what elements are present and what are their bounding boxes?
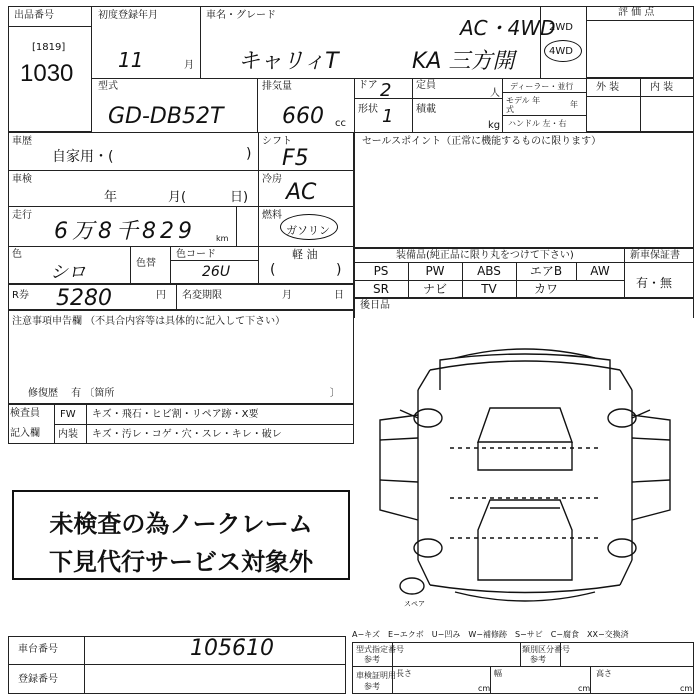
model-year-label: モデル 年式 (506, 96, 541, 114)
inspection-year: 年 (104, 190, 118, 205)
mileage-value: 6万8千829 (54, 219, 196, 244)
exterior-label: 外 装 (596, 82, 620, 93)
fuel-label: 燃料 (262, 210, 282, 221)
drive-value: AC・4WD (460, 16, 556, 40)
load-label: 積載 (416, 104, 436, 115)
model-value: GD-DB52T (108, 104, 224, 129)
color-value: シロ (50, 262, 86, 283)
category-label: 類別区分番号 (522, 645, 570, 654)
cm3: cm (680, 684, 693, 693)
usage-close: ) (246, 146, 252, 162)
rating-label: 評 価 点 (618, 7, 655, 18)
fw-items: キズ・飛石・ヒビ割・リペア跡・X要 (92, 409, 259, 420)
fuel-diesel: 軽 油 (292, 248, 318, 261)
first-reg-month: 月 (184, 60, 194, 71)
sales-point-box (354, 132, 694, 248)
inspector-label-bottom: 記入欄 (10, 428, 40, 439)
length-label: 長さ (396, 669, 412, 678)
ac-value: AC (286, 180, 317, 205)
equip-leather: カワ (533, 282, 558, 296)
repair-close: 〕 (330, 388, 340, 399)
reg-label: 登録番号 (18, 674, 58, 685)
damage-legend: A−キズ E−エクボ U−凹み W−補修跡 S−サビ C−腐食 XX−交換済 (352, 630, 629, 639)
shape-label: 形状 (358, 104, 378, 115)
color-change-label: 色替 (136, 258, 156, 269)
inspector-interior-label: 内装 (58, 429, 78, 440)
sales-point-label: セールスポイント（正常に機能するものに限ります） (362, 136, 602, 147)
equip-tv: TV (481, 282, 497, 296)
displacement-value: 660 (282, 104, 324, 129)
fuel-gas-circle (280, 214, 338, 240)
displacement-label: 排気量 (262, 81, 292, 92)
handle-label: ハンドル 左・右 (508, 119, 567, 128)
name-change-day: 日 (334, 290, 344, 301)
mileage-unit: km (216, 234, 229, 243)
color-code-label: 色コード (176, 249, 216, 260)
height-label: 高さ (596, 669, 612, 678)
cert-label: 車検証明用 (356, 671, 396, 680)
lot-number: 1030 (20, 60, 74, 87)
shift-value: F5 (282, 146, 309, 171)
capacity-label: 定員 (416, 80, 436, 91)
equip-pw: PW (425, 264, 445, 278)
repair-label: 修復歴 有 〔箇所 (28, 388, 115, 399)
mileage-label: 走行 (12, 210, 32, 221)
warranty-label: 新車保証書 (630, 250, 680, 261)
first-reg-label: 初度登録年月 (98, 10, 158, 21)
car-diagram (360, 330, 690, 620)
equip-navi: ナビ (422, 282, 447, 296)
equipment-title: 装備品(純正品に限り丸をつけて下さい) (396, 250, 574, 261)
warranty-value: 有・無 (636, 276, 673, 290)
first-reg-year: 11 (118, 48, 144, 72)
load-unit: kg (488, 120, 501, 131)
inspection-month: 月( (168, 190, 187, 205)
color-label: 色 (12, 249, 22, 260)
cm2: cm (578, 684, 591, 693)
equip-ps: PS (373, 264, 389, 278)
drive-2wd: 2WD (549, 22, 573, 33)
doors-value: 2 (380, 80, 392, 101)
chassis-box (8, 636, 346, 694)
model-year-unit: 年 (570, 100, 578, 109)
grade-value: KA 三方開 (412, 49, 515, 74)
ac-label: 冷房 (262, 174, 282, 185)
inspection-label: 車検 (12, 174, 32, 185)
drive-4wd-circle (544, 40, 582, 62)
fuel-paren-close: ) (336, 262, 342, 278)
cm1: cm (478, 684, 491, 693)
equip-airbag: エアB (529, 264, 563, 278)
r-value: 5280 (56, 286, 112, 311)
name-change-label: 名変期限 (182, 290, 222, 301)
drive-4wd: 4WD (549, 46, 573, 57)
notes-title: 注意事項申告欄 （不具合内容等は具体的に記入して下さい） (12, 316, 286, 327)
fuel-gas: ガソリン (286, 224, 330, 237)
model-label: 型式 (98, 81, 118, 92)
usage-label: 車歴 (12, 136, 32, 147)
shape-value: 1 (382, 106, 394, 127)
ref1: 参考 (364, 655, 380, 664)
notice-box (12, 490, 350, 580)
fuel-paren-open: ( (270, 262, 276, 278)
inspector-interior-items: キズ・汚レ・コゲ・穴・スレ・キレ・破レ (92, 429, 282, 440)
car-name-value: キャリィT (238, 49, 339, 74)
displacement-unit: cc (335, 118, 346, 129)
inspection-day: 日) (230, 190, 249, 205)
r-label: R券 (12, 290, 29, 301)
notice-line1: 未検査の為ノークレーム (49, 510, 313, 538)
spare-label: スペア (404, 600, 425, 608)
r-unit: 円 (156, 290, 166, 301)
width-label: 幅 (494, 669, 502, 678)
dealer-label: ディーラー・並行 (510, 82, 574, 91)
car-name-label: 車名・グレード (206, 10, 276, 21)
lot-code: [1819] (32, 42, 66, 53)
ref2: 参考 (530, 655, 546, 664)
capacity-unit: 人 (490, 88, 500, 99)
equip-abs: ABS (477, 264, 501, 278)
equip-sr: SR (373, 282, 389, 296)
later-date-box (354, 298, 694, 318)
notice-line2: 下見代行サービス対象外 (49, 548, 313, 576)
inspector-label-top: 検査員 (10, 408, 40, 419)
lot-label: 出品番号 (14, 10, 54, 21)
interior-label: 内 装 (650, 82, 674, 93)
usage-value: 自家用・( (52, 149, 114, 165)
model-designation-label: 型式指定番号 (356, 645, 404, 654)
color-code-value: 26U (202, 264, 231, 280)
name-change-month: 月 (282, 290, 292, 301)
shift-label: シフト (262, 136, 292, 147)
ref3: 参考 (364, 682, 380, 691)
equip-aw: AW (590, 264, 610, 278)
fw-label: FW (60, 409, 76, 420)
later-date-label: 後日品 (360, 300, 390, 311)
doors-label: ドア (358, 80, 378, 91)
chassis-label: 車台番号 (18, 644, 58, 655)
chassis-value: 105610 (190, 636, 274, 661)
